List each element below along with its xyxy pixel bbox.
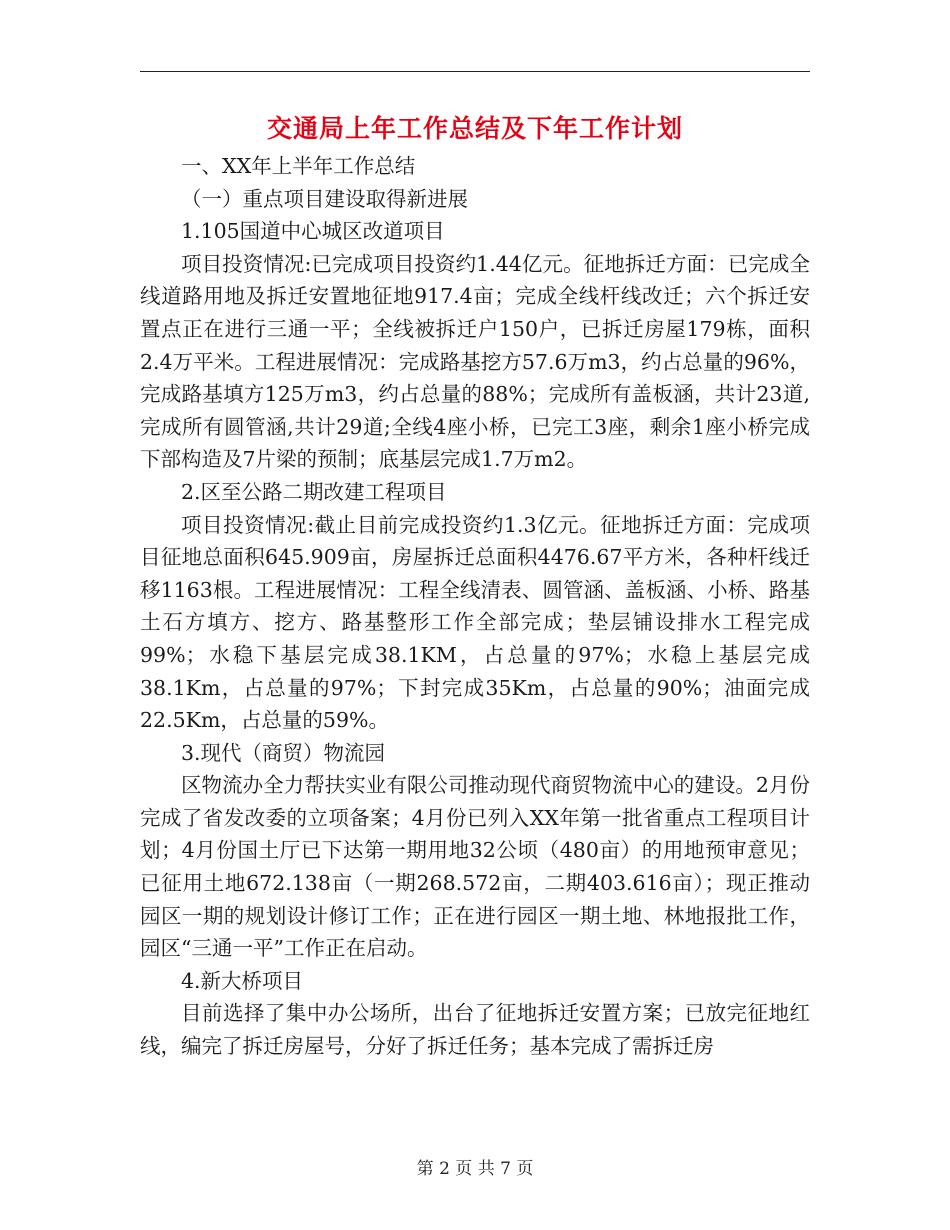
heading-item-3: 3.现代（商贸）物流园	[181, 740, 386, 765]
paragraph-item-3: 区物流办全力帮扶实业有限公司推动现代商贸物流中心的建设。2月份完成了省发改委的立项备案；4月份已列入XX年第一批省重点工程项目计划；4月份国土厅已下达第一期用地32公顷（480亩）的用地预审意见；已征用土地672.138亩（一期268.572亩，二期403.616亩）；现正推动园区一期的规划设计修订工作；正在进行园区一期土地、林地报批工作，园区“三通一平”工作正在启动。	[140, 773, 810, 961]
heading-item-1: 1.105国道中心城区改道项目	[181, 219, 445, 244]
heading-section-1: 一、XX年上半年工作总结	[181, 154, 416, 178]
paragraph-item-1: 项目投资情况:已完成项目投资约1.44亿元。征地拆迁方面：已完成全线道路用地及拆迁安置地征地917.4亩；完成全线杆线改迁；六个拆迁安置点正在进行三通一平；全线被拆迁户150户，已拆迁房屋179栋，面积2.4万平米。工程进展情况：完成路基挖方57.6万m3，约占总量的96%，完成路基填方125万m3，约占总量的88%；完成所有盖板涵，共计23道,完成所有圆管涵,共计29道;全线4座小桥，已完工3座，剩余1座小桥完成下部构造及7片梁的预制；底基层完成1.7万m2。	[140, 251, 810, 472]
header-rule	[140, 71, 810, 72]
page-number-footer: 第 2 页 共 7 页	[416, 1159, 534, 1179]
paragraph-item-4: 目前选择了集中办公场所，出台了征地拆迁安置方案；已放完征地红线，编完了拆迁房屋号，分好了拆迁任务；基本完成了需拆迁房	[140, 1001, 810, 1059]
paragraph-item-2: 项目投资情况:截止目前完成投资约1.3亿元。征地拆迁方面：完成项目征地总面积645.909亩，房屋拆迁总面积4476.67平方米，各种杆线迁移1163根。工程进展情况：工程全线清表、圆管涵、盖板涵、小桥、路基土石方填方、挖方、路基整形工作全部完成；垫层铺设排水工程完成99%；水稳下基层完成38.1KM，占总量的97%；水稳上基层完成38.1Km，占总量的97%；下封完成35Km，占总量的90%；油面完成22.5Km，占总量的59%。	[140, 512, 810, 733]
document-title: 交通局上年工作总结及下年工作计划	[266, 114, 683, 143]
heading-item-4: 4.新大桥项目	[181, 968, 304, 993]
heading-subsection-1: （一）重点项目建设取得新进展	[181, 186, 468, 211]
document-body	[140, 150, 810, 1063]
heading-item-2: 2.区至公路二期改建工程项目	[181, 479, 447, 504]
